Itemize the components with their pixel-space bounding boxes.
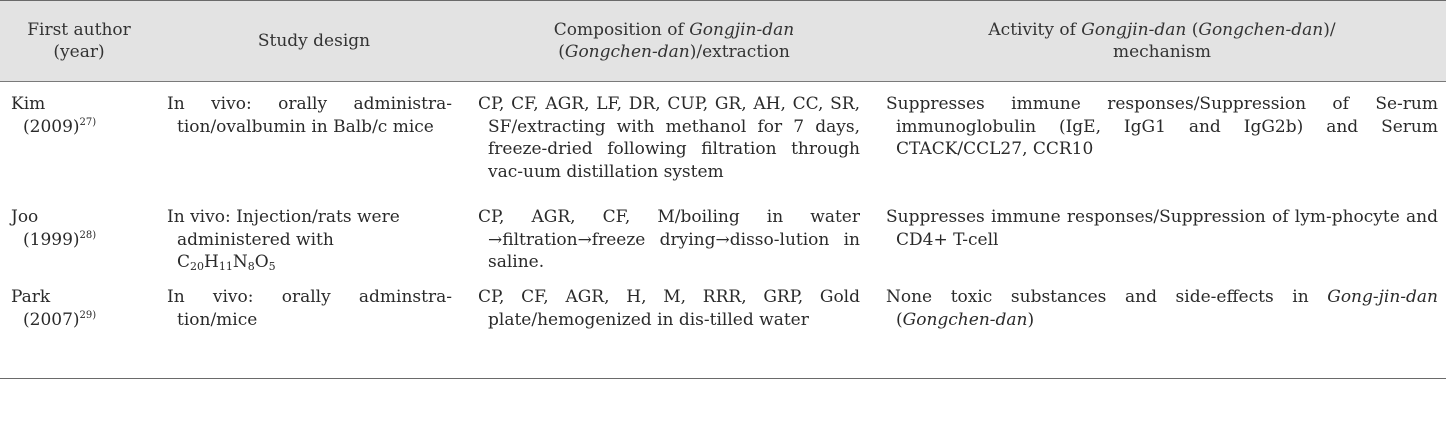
header-activity: [878, 1, 1446, 82]
cell-study-design: [158, 206, 470, 286]
cell-activity: [878, 286, 1446, 379]
header-composition: [470, 1, 878, 82]
header-first-author: [0, 1, 158, 82]
study-design-text: In vivo: orally adminstra-tion/mice: [167, 287, 452, 330]
activity-post: ): [1027, 309, 1035, 330]
year-text: (2009): [23, 116, 80, 137]
activity-text: Suppresses immune responses/Suppression of lym-phocyte and CD4+ T-cell: [886, 207, 1438, 250]
cell-composition: [470, 82, 878, 207]
cell-author: [0, 82, 158, 207]
composition-text: CP, CF, AGR, H, M, RRR, GRP, Gold plate/hemogenized in dis-tilled water: [478, 287, 860, 330]
study-design-text: [167, 206, 452, 274]
author-year: [11, 309, 158, 332]
header-activity-post: )/: [1323, 19, 1336, 40]
year-text: (2007): [23, 309, 80, 330]
header-activity-italic2: Gongchen-dan: [1198, 19, 1324, 40]
header-composition-pre: Composition of: [553, 19, 690, 40]
activity-text: [886, 286, 1438, 331]
header-row: [0, 1, 1446, 82]
composition-text: CP, CF, AGR, LF, DR, CUP, GR, AH, CC, SR, SF/extracting with methanol for 7 days, freeze-dried following filtration through vac-uum distillation system: [478, 94, 860, 182]
reference-number: 28): [79, 229, 97, 241]
author-year: [11, 229, 158, 252]
activity-pre: None toxic substances and side-effects in: [886, 287, 1328, 307]
header-activity-italic1: Gongjin-dan: [1081, 19, 1187, 40]
table-row: [0, 286, 1446, 379]
cell-study-design: [158, 82, 470, 207]
author-year: [11, 116, 158, 139]
cell-activity: [878, 206, 1446, 286]
header-composition-italic1: Gongjin-dan: [689, 19, 795, 40]
reference-number: 27): [79, 116, 97, 128]
study-design-line2: administered with: [177, 229, 334, 250]
author-name: Park: [11, 287, 51, 307]
header-activity-pre: Activity of: [988, 19, 1082, 40]
cell-composition: [470, 206, 878, 286]
header-composition-post: )/extraction: [689, 42, 790, 62]
cell-study-design: [158, 286, 470, 379]
cell-author: [0, 286, 158, 379]
reference-number: 29): [79, 309, 97, 321]
cell-activity: [878, 82, 1446, 207]
header-activity-line2: mechanism: [1112, 42, 1211, 62]
header-composition-paren: (: [558, 42, 565, 62]
header-activity-mid: (: [1186, 19, 1199, 40]
year-text: (1999): [23, 229, 80, 250]
cell-author: [0, 206, 158, 286]
composition-text: CP, AGR, CF, M/boiling in water →filtration→freeze drying→disso-lution in saline.: [478, 207, 860, 272]
author-name: Kim: [11, 94, 46, 114]
author-name: Joo: [11, 207, 39, 227]
study-design-line1: In vivo: Injection/rats were: [167, 207, 400, 227]
header-first-author-line1: First author: [27, 19, 131, 40]
header-first-author-line2: (year): [53, 42, 105, 62]
table-row: [0, 82, 1446, 207]
study-design-text: In vivo: orally administra-tion/ovalbumin in Balb/c mice: [167, 94, 452, 137]
activity-italic1: Gong-jin-dan: [1327, 287, 1438, 307]
header-study-design: [158, 1, 470, 82]
header-study-design-label: Study design: [257, 30, 371, 51]
chemical-formula: $C_{20}H_{11}N_8O_5$: [177, 252, 276, 273]
activity-text: Suppresses immune responses/Suppression of Se-rum immunoglobulin (IgE, IgG1 and IgG2b) and Serum CTACK/CCL27, CCR10: [886, 94, 1438, 159]
activity-mid: (: [896, 309, 903, 330]
header-composition-italic2: Gongchen-dan: [564, 42, 690, 62]
table-header: [0, 1, 1446, 82]
table-row: [0, 206, 1446, 286]
table-body: [0, 82, 1446, 379]
activity-italic2: Gongchen-dan: [902, 309, 1028, 330]
cell-composition: [470, 286, 878, 379]
